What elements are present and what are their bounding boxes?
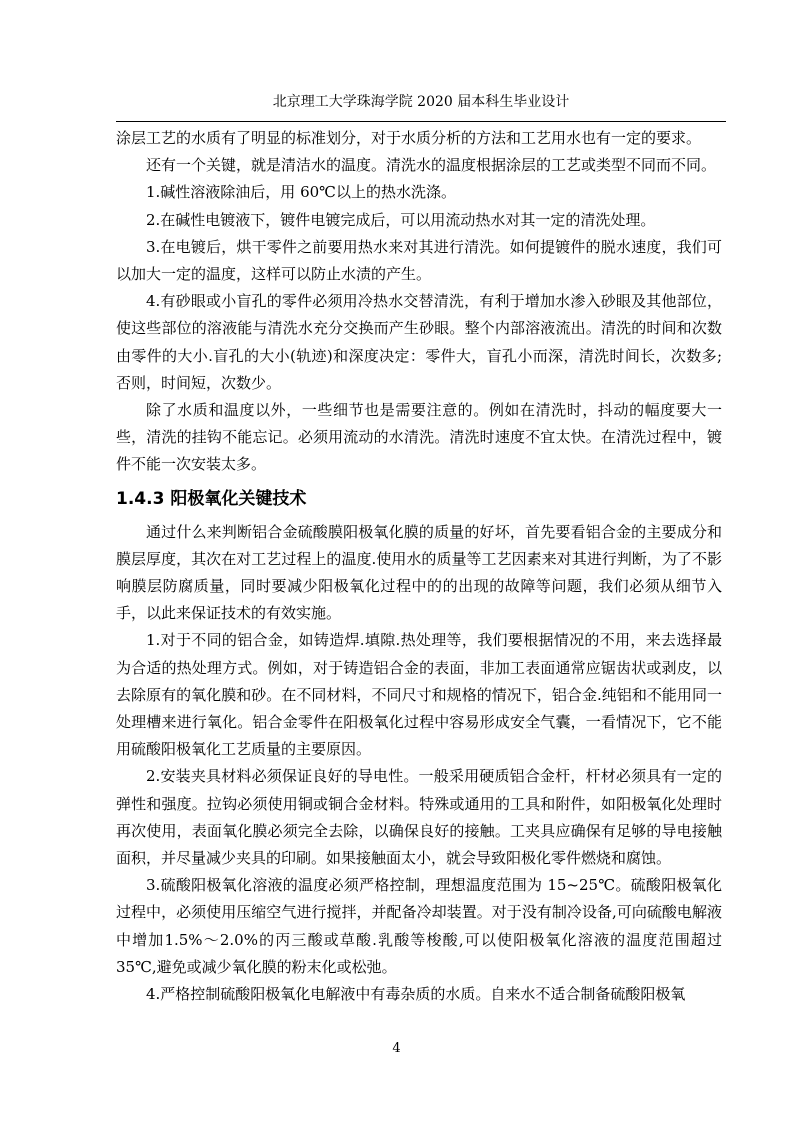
list-item: 3.硫酸阳极氧化溶液的温度必须严格控制，理想温度范围为 15~25℃。硫酸阳极氧化过程中，必须使用压缩空气进行搅拌，并配备冷却装置。对于没有制冷设备,可向硫酸电解液中增加1.5%～2.0%的丙三酸或草酸.乳酸等梭酸,可以使阳极氧化溶液的温度范围超过 35℃,避免或减少氧化膜的粉末化或松弛。 <box>116 876 722 976</box>
list-item: 4.有砂眼或小盲孔的零件必须用冷热水交替清洗，有利于增加水渗入砂眼及其他部位，使这些部位的溶液能与清洗水充分交换而产生砂眼。整个内部溶液流出。清洗的时间和次数由零件的大小.盲孔的大小(轨迹)和深度决定：零件大，盲孔小而深，清洗时间长，次数多;否则，时间短，次数少。 <box>116 292 722 392</box>
page-header: 北京理工大学珠海学院 2020 届本科生毕业设计 <box>272 94 570 110</box>
document-body <box>116 125 722 1008</box>
paragraph: 除了水质和温度以外，一些细节也是需要注意的。例如在清洗时，抖动的幅度要大一些，清洗的挂钩不能忘记。必须用流动的水清洗。清洗时速度不宜太快。在清洗过程中，镀件不能一次安装太多。 <box>116 401 722 474</box>
list-item: 1.碱性溶液除油后，用 60℃以上的热水洗涤。 <box>146 183 456 202</box>
list-item: 1.对于不同的铝合金，如铸造焊.填隙.热处理等，我们要根据情况的不用，来去选择最为合适的热处理方式。例如，对于铸造铝合金的表面，非加工表面通常应锯齿状或剥皮，以去除原有的氧化膜和砂。在不同材料，不同尺寸和规格的情况下，铝合金.纯铝和不能用同一处理槽来进行氧化。铝合金零件在阳极氧化过程中容易形成安全气囊，一看情况下，它不能用硫酸阳极氧化工艺质量的主要原因。 <box>116 631 722 759</box>
paragraph-continued: 涂层工艺的水质有了明显的标准划分，对于水质分析的方法和工艺用水也有一定的要求。 <box>116 129 702 147</box>
paragraph: 还有一个关键，就是清洁水的温度。清洗水的温度根据涂层的工艺或类型不同而不同。 <box>146 156 717 175</box>
list-item: 4.严格控制硫酸阳极氧化电解液中有毒杂质的水质。自来水不适合制备硫酸阳极氧 <box>146 985 686 1004</box>
list-item: 2.在碱性电镀液下，镀件电镀完成后，可以用流动热水对其一定的清洗处理。 <box>146 210 656 229</box>
list-item: 2.安装夹具材料必须保证良好的导电性。一般采用硬质铝合金杆，杆材必须具有一定的弹性和强度。拉钩必须使用铜或铜合金材料。特殊或通用的工具和附件，如阳极氧化处理时再次使用，表面氧化膜必须完全去除，以确保良好的接触。工夹具应确保有足够的导电接触面积，并尽量减少夹具的印刷。如果接触面太小，就会导致阳极化零件燃烧和腐蚀。 <box>116 767 722 868</box>
paragraph: 通过什么来判断铝合金硫酸膜阳极氧化膜的质量的好坏，首先要看铝合金的主要成分和膜层厚度，其次在对工艺过程上的温度.使用水的质量等工艺因素来对其进行判断，为了不影响膜层防腐质量，同时要减少阳极氧化过程中的的出现的故障等问题，我们必须从细节入手，以此来保证技术的有效实施。 <box>116 522 722 623</box>
header-divider <box>116 121 726 122</box>
list-item: 3.在电镀后，烘干零件之前要用热水来对其进行清洗。如何提镀件的脱水速度，我们可以加大一定的温度，这样可以防止水渍的产生。 <box>116 237 722 284</box>
section-heading: 1.4.3 阳极氧化关键技术 <box>116 488 307 509</box>
page-number: 4 <box>392 1041 401 1056</box>
